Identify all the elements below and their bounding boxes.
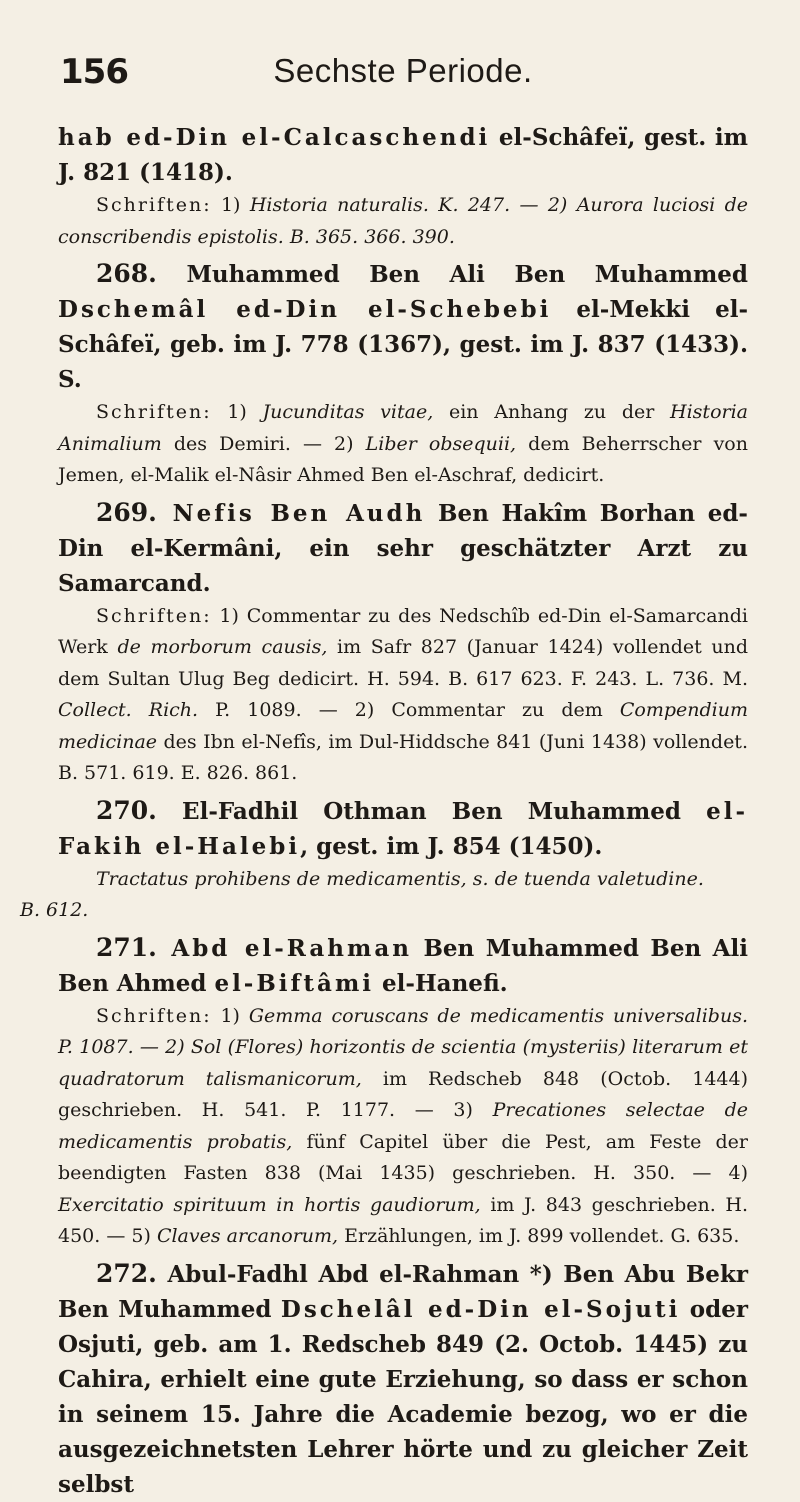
entry-continued-writings: Schriften: 1) Historia naturalis. K. 247. — 2) Aurora luciosi de conscribendis epistolis. B. 365. 366. 390. [58,194,748,248]
entry-270-writings: Tractatus prohibens de medicamentis, s. de tuenda valetudine. B. 612. [20,867,704,921]
entry-270-heading: 270. El-Fadhil Othman Ben Muhammed el-Fakih el-Halebi, gest. im J. 854 (1450). [58,795,748,860]
page-body [20,120,748,1502]
page-header-title: Sechste Periode. [273,52,533,89]
entry-271-writings: Schriften: 1) Gemma coruscans de medicamentis universalibus. P. 1087. — 2) Sol (Flores) horizontis de scientia (mysteriis) literarum et quadratorum talismanicorum, im Redscheb 848 (Octob. 1444) geschrieben. H. 541. P. 1177. — 3) Precationes selectae de medicamentis probatis, fünf Capitel über die Pest, am Feste der beendigten Fasten 838 (Mai 1435) geschrieben. H. 350. — 4) Exercitatio spirituum in hortis gaudiorum, im J. 843 geschrieben. H. 450. — 5) Claves arcanorum, Erzählungen, im J. 899 vollendet. G. 635. [58,1004,748,1247]
page-number: 156 [60,52,128,92]
entry-269-heading: 269. Nefis Ben Audh Ben Hakîm Borhan ed-Din el-Kermâni, ein sehr geschätzter Arzt zu Samarcand. [58,497,748,597]
entry-268-heading: 268. Muhammed Ben Ali Ben Muhammed Dschemâl ed-Din el-Schebebi el-Mekki el-Schâfeï, geb. im J. 778 (1367), gest. im J. 837 (1433). S. [58,259,748,393]
entry-continued-heading: hab ed-Din el-Calcaschendi el-Schâfeï, gest. im J. 821 (1418). [58,124,748,186]
running-head [58,0,748,120]
entry-269-writings: Schriften: 1) Commentar zu des Nedschîb ed-Din el-Samarcandi Werk de morborum causis, im Safr 827 (Januar 1424) vollendet und dem Sultan Ulug Beg dedicirt. H. 594. B. 617 623. F. 243. L. 736. M. Collect. Rich. P. 1089. — 2) Commentar zu dem Compendium medicinae des Ibn el-Nefîs, im Dul-Hiddsche 841 (Juni 1438) vollendet. B. 571. 619. E. 826. 861. [58,604,748,784]
entry-268-writings: Schriften: 1) Jucunditas vitae, ein Anhang zu der Historia Animalium des Demiri. — 2) Liber obsequii, dem Beherrscher von Jemen, el-Malik el-Nâsir Ahmed Ben el-Aschraf, dedicirt. [58,401,748,486]
entry-271-heading: 271. Abd el-Rahman Ben Muhammed Ben Ali Ben Ahmed el-Biftâmi el-Hanefi. [58,932,748,997]
entry-272-heading: 272. Abul-Fadhl Abd el-Rahman *) Ben Abu Bekr Ben Muhammed Dschelâl ed-Din el-Sojuti oder Osjuti, geb. am 1. Redscheb 849 (2. Octob. 1445) zu Cahira, erhielt eine gute Erziehung, so dass er schon in seinem 15. Jahre die Academie bezog, wo er die ausgezeichnetsten Lehrer hörte und zu gleicher Zeit selbst [58,1258,748,1498]
